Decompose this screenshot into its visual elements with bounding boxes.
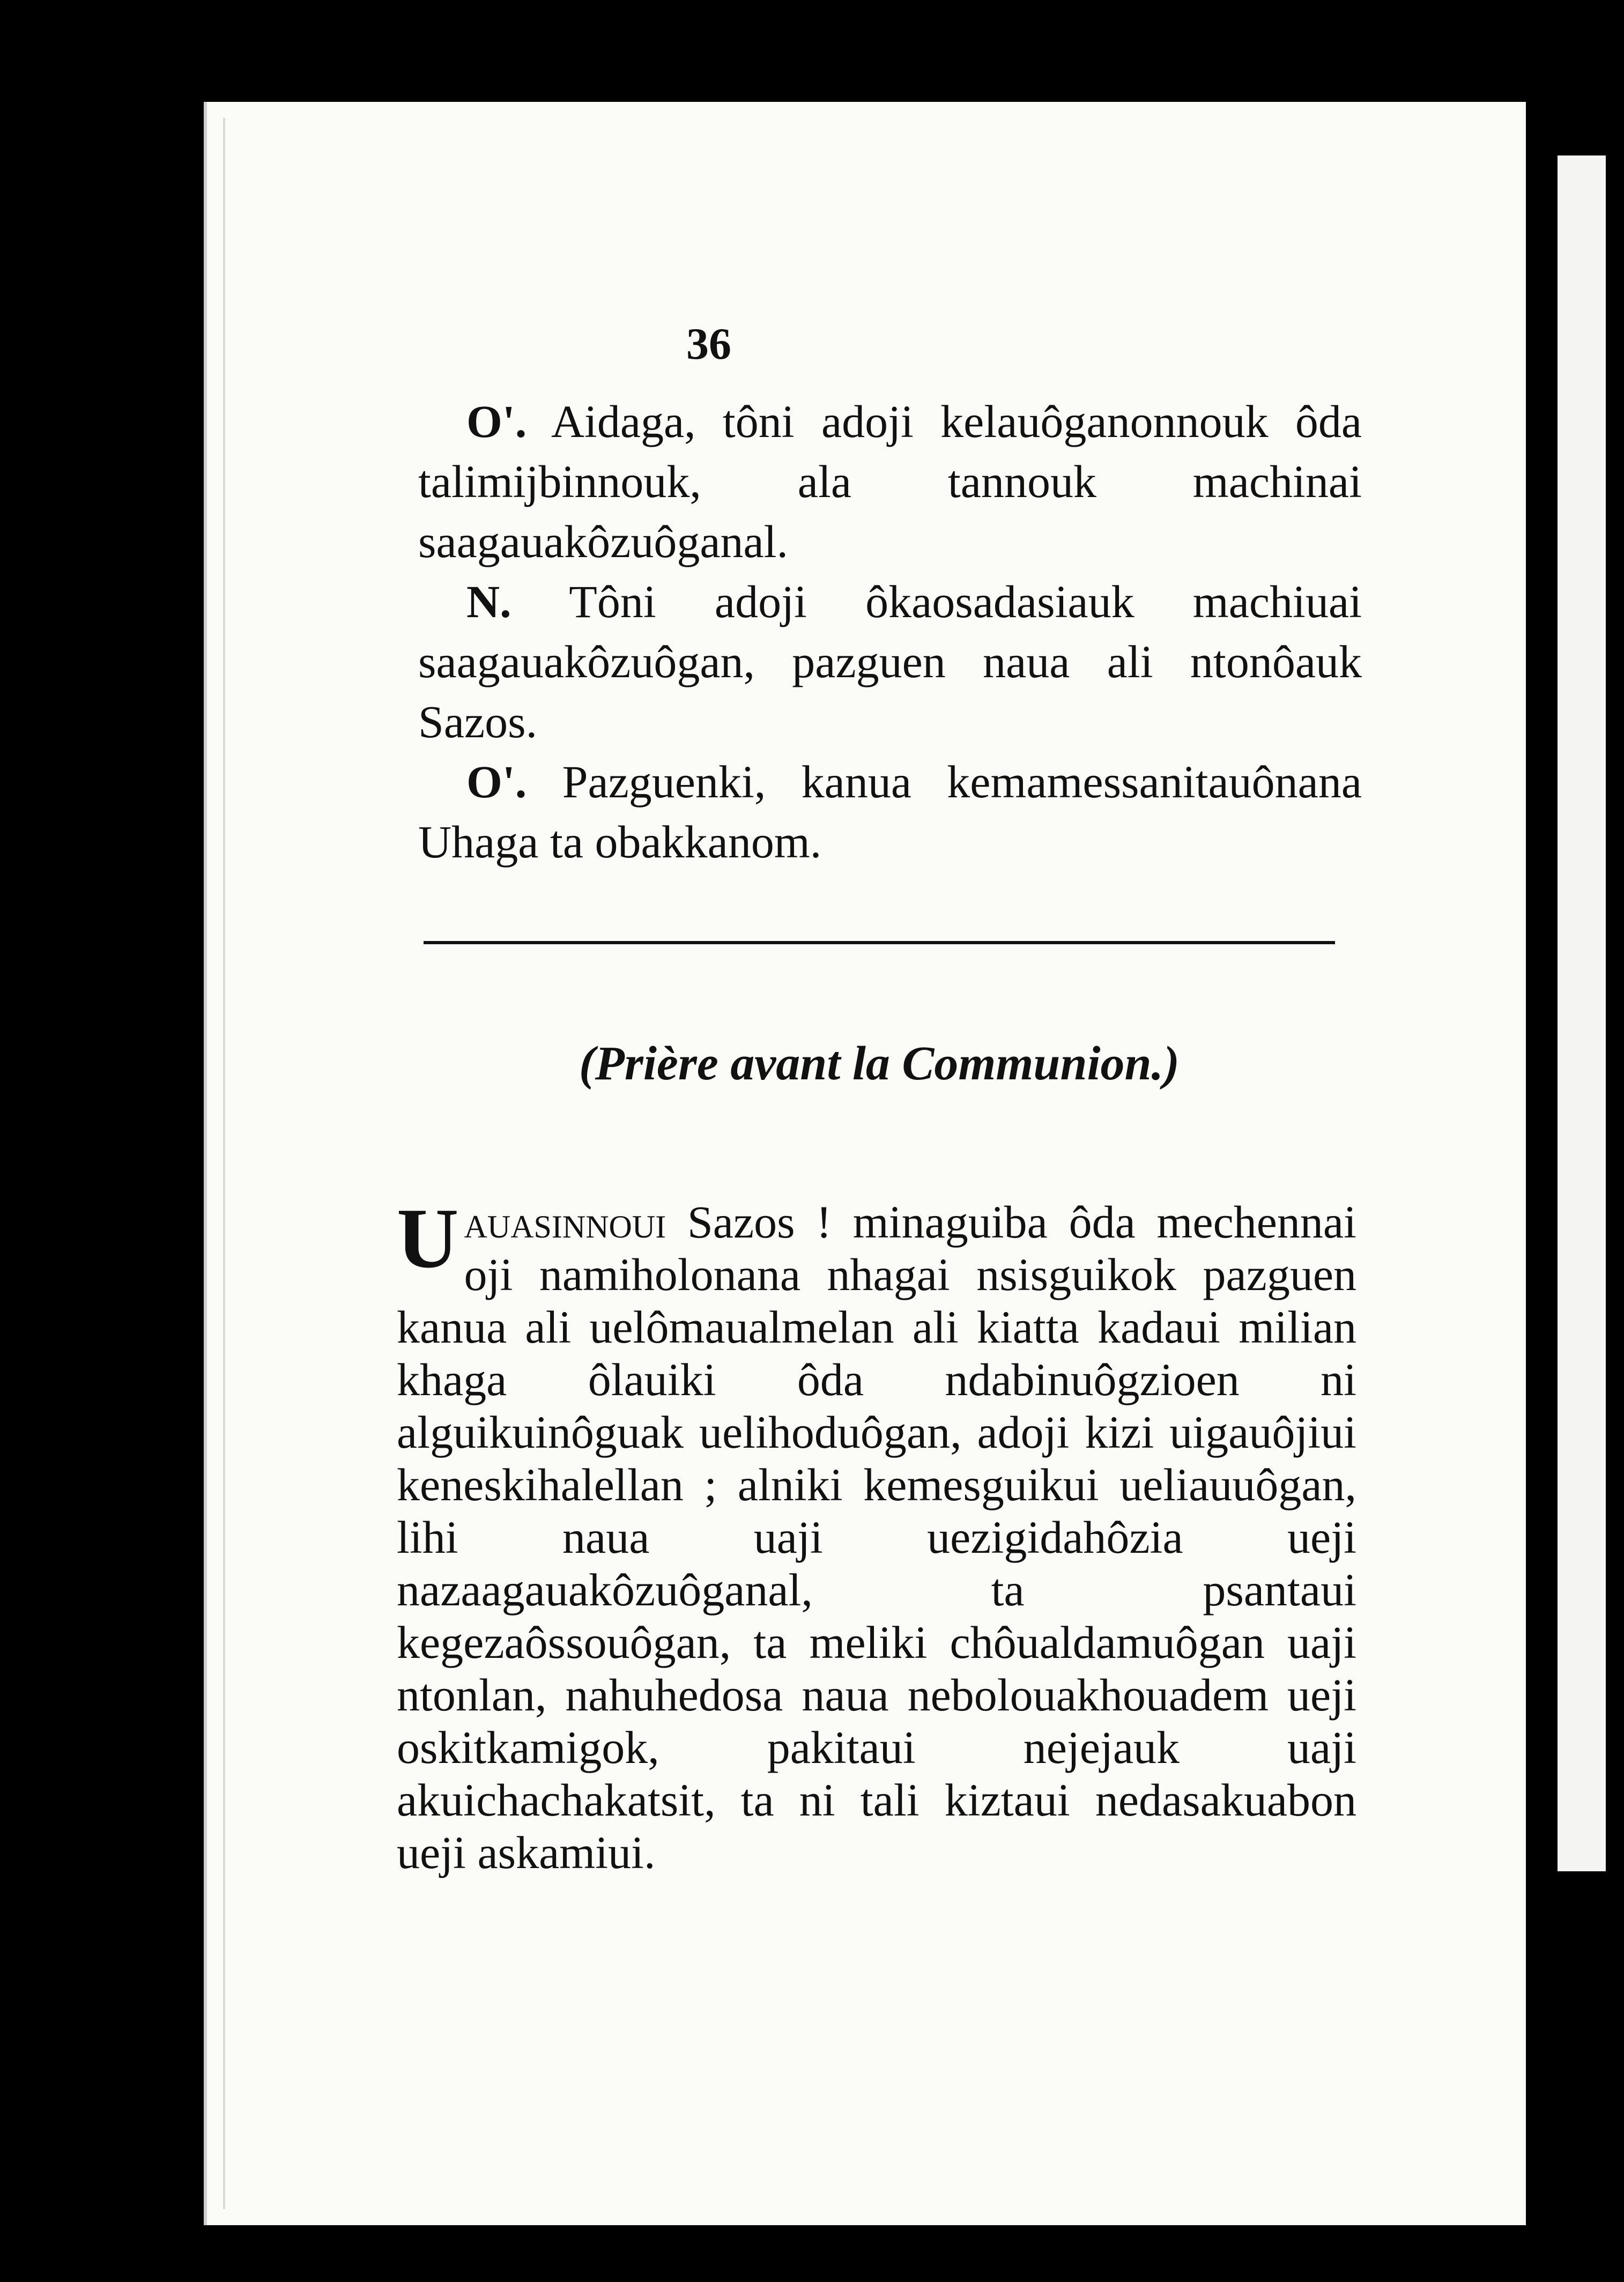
section-divider	[424, 941, 1335, 944]
drop-cap: U	[397, 1190, 459, 1286]
prayer-lead-word: auasinnoui	[464, 1196, 666, 1248]
dialog-text: Aidaga, tôni adoji kelauôganonnouk ôda talimijbinnouk, ala tannouk machinai saagauakôzuôganal.	[418, 396, 1362, 567]
dialog-text: Tôni adoji ôkaosadasiauk machiuai saagauakôzuôgan, pazguen naua ali ntonôauk Sazos.	[418, 576, 1362, 747]
dialog-text: Pazguenki, kanua kemamessanitauônana Uhaga ta obakkanom.	[418, 756, 1362, 868]
prayer-text	[397, 1190, 1356, 1879]
prayer-title: (Prière avant la Communion.)	[579, 1037, 1180, 1090]
speaker-label: N.	[466, 576, 511, 627]
prayer-body: Sazos ! minaguiba ôda mechennai oji namiholonana nhagai nsisguikok pazguen kanua ali uelômaualmelan ali kiatta kadaui milian khaga ôlauiki ôda ndabinuôgzioen ni alguikuinôguak uelihoduôgan, adoji kizi uigauôjiui keneskihalellan ; alniki kemesguikui ueliauuôgan, lihi naua uaji uezigidahôzia ueji nazaagauakôzuôganal, ta psantaui kegezaôssouôgan, ta meliki chôualdamuôgan uaji ntonlan, nahuhedosa naua nebolouakhouadem ueji oskitkamigok, pakitaui nejejauk uaji akuichachakatsit, ta ni tali kiztaui nedasakuabon ueji askamiui.	[397, 1196, 1356, 1878]
dialog-line	[418, 391, 1362, 572]
catechism-dialog	[418, 391, 1362, 872]
speaker-label: O'.	[466, 756, 527, 807]
dialog-line	[418, 572, 1362, 752]
page-number: 36	[686, 319, 731, 369]
speaker-label: O'.	[466, 396, 527, 447]
dialog-line	[418, 752, 1362, 872]
page-edge-shadow	[223, 118, 225, 2209]
adjacent-page-edge	[1558, 155, 1606, 1871]
